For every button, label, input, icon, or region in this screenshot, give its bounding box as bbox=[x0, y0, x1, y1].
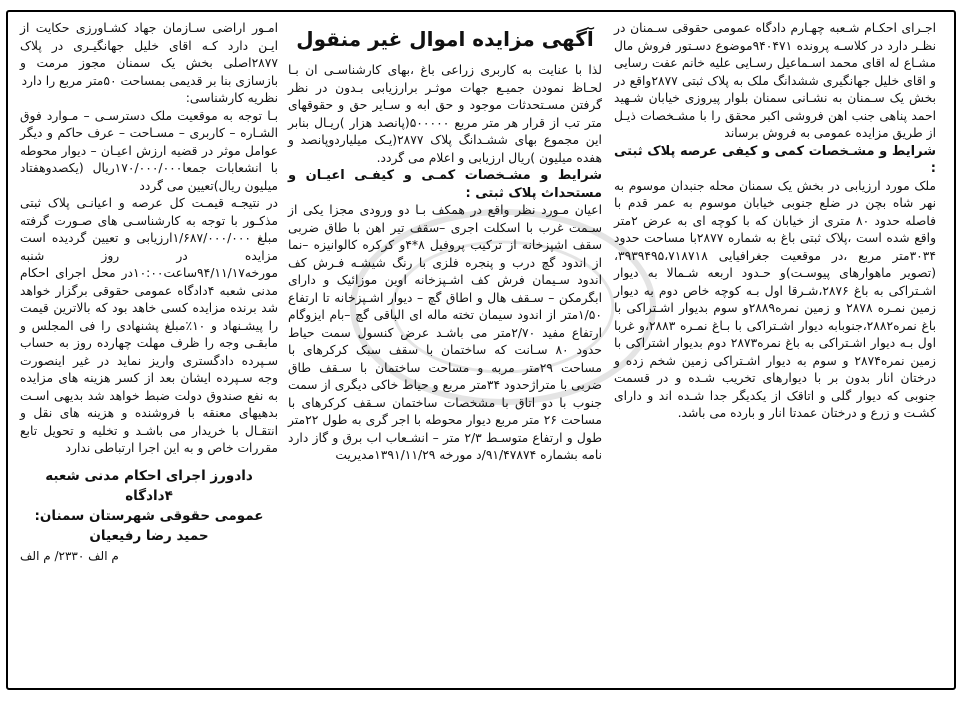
signature-title-line1: دادورز اجرای احکام مدنی شعبه ۴دادگاه bbox=[45, 467, 253, 504]
left-column bbox=[20, 20, 278, 680]
building-specs-paragraph: اعیان مـورد نظر واقع در همکف بـا دو ورودی مجزا یکی از سـمت غرب با اسکلت اجری –سقف تیر اهن با طاق ضربی سقف اشپزخانه از ترکیب پروفیل ۸*۴و کرکره کالوانیزه –نما از اندود گچ درب و پنجره فلزی با رنگ شیشـه فـرش کف اندود سـیمان فرش کف اشـپزخانه اوین موزائیک و دارای ابگرمکن – سـقف هال و اطاق گچ – دیوار اشـپزخانه تا ارتفاع ۱/۵۰متر از اندود سیمان تخته ماله ای الباقی گچ –بام ایزوگام ارتفاع مفید ۲/۷۰متر می باشـد عرض کنسول سمت حیاط حدود ۸۰ سـانت که ساختمان با سقف سبک کرکرهای با مساحت ۲۹متر مربه و مساحت ساختمان با سـقف طاق ضربی با متراژحدود ۳۴متر مربع و حیاط خاکی دیگری از سمت جنوب با دو اتاق با مشخصات ساختمان سـقف کرکرهای با مساحت ۲۶ متر مربع دیوار محوطه با اجر گری به طول ۲۲متر طول و ارتفاع متوسـط ۲/۳ متر – انشـعاب اب برق و گاز دارد نامه بشماره ۹۱/۴۷۸۷۴/د مورخه ۱۳۹۱/۱۱/۲۹مدیریت bbox=[288, 203, 603, 462]
auction-terms-paragraph: در نتیجـه قیمـت کل عرصه و اعیانـی پلاک ثبتی مذکـور با توجه به کارشناسـی های صـورت گرفته مبلغ ۱/۶۸۷/۰۰۰/۰۰۰ارزیابی و تعیین گردیده است مزایده در روز شنبه مورخه۹۴/۱۱/۱۷ساعت۱۰:۰۰در محل اجرای احکام مدنی شعبه ۴دادگاه عمومی حقوقی برگزار خواهد شد برنده مزایده کسی خاهد بود که بالاترین قیمت را پیشـنهاد و ۱۰٪مبلغ پشنهادی را فی المجلس و مابقـی وجه را ظرف مهلت چهارده روز به حساب سـپرده دادگستری واریز نماید در غیر اینصورت وجه سـپرده ایشان بعد از کسر هزینه های مزایده به نفع صندوق دولت ضبط خواهد شد بدیهی اسـت بدهیهای معنقه با فروشنده و هزینه های نقل و انتقـال با خریدار می باشـد و تخلیه و تحویل تابع مقررات خاص و به این اجرا ارتباطی ندارد bbox=[20, 196, 279, 455]
signature-name: حمید رضا رفیعیان bbox=[89, 527, 209, 544]
land-specs-paragraph: ملک مورد ارزیابی در بخش یک سمنان محله جنبدان موسوم به نهر شاه بچن در ضلع جنوبی خیابان موسوم به عمر قدم با فاصله حدود ۸۰ متری از خیابان که با کوچه ای به عرض ۲متر واقع شده است ،پلاک ثبتی باغ به شماره ۲۸۷۷با مساحت حدود ۳۰۳۴متر مربع ،در موقعیت جغرافیایی ۳۹۳۹۴۹۵،۷۱۸۷۱۸،(تصویر ماهوارهای پیوسـت)و حـدود اربعه شـمالا به دیوار اشـتراکی به باغ ۲۸۷۶،شـرقا اول بـه کوچه خاص دوم به دیوار زمین نمـره ۲۸۷۸ و زمین نمره۲۸۸۹و سوم بدیوار اشـتراکی با باغ نمره۲۸۸۲،جنوبابه دیوار اشـتراکی با بـاغ نمـره ۲۸۸۳،و غربا اول بـه دیوار اشـتراکی به باغ نمره۲۸۷۳ دوم بدیوار اشتراکی با زمین نمره۲۸۷۴ و سوم به دیوار اشـتراکی زمین شخم زده و درختان انار بدون بر با دیوارهای تخریب شـده و در قسمت جنوبی که دیوار گلی و اتاقک از یکدیگر جدا شـده اند و دارای کشـت و زرع و درختان عمدتا انار و بارده می باشد. bbox=[614, 178, 937, 420]
right-column bbox=[614, 20, 936, 680]
signature-title-line2: عمومی حقوقی شهرستان سمنان: bbox=[34, 507, 264, 524]
reference-number: م الف ۲۳۳۰/ م الف bbox=[20, 548, 119, 563]
expert-opinion-label: نظریه کارشناسی: bbox=[185, 91, 278, 105]
expert-opinion-paragraph: بـا توجه به موقعیت ملک دسترسـی – مـوارد فوق الشـاره – کاربری – مسـاحت – عرف حاکم و دیگر عوامل موثر در قضیه ارزش اعیـان – دیوار محوطه با انشعابات جمعا۱۷۰/۰۰۰/۰۰۰ریال (یکصدوهفتاد میلیون ریال)تعیین می گردد bbox=[20, 108, 278, 193]
land-affairs-paragraph: امـور اراضی سـازمان جهاد کشـاورزی حکایت از ایـن دارد کـه اقای خلیل جهانگیـری در پلاک ۲۸۷۷اصلی بخش یک سمنان مجوز مرمت و بازسازی بنا بر قدیمی بمساحت ۵۰متر مربع را دارد bbox=[20, 21, 278, 88]
right-intro-paragraph: اجـرای احکـام شـعبه چهـارم دادگاه عمومی حقوقی سـمنان در نظـر دارد در کلاسـه پرونده ۹۴۰۴۷۱موضوع دسـتور فروش مال مشـاع له اقای محمد اسـماعیل رسـایی علیه خانم عفت رسایی و اقای خلیل جهانگیری ششدانگ ملک به پلاک ثبتی ۲۸۷۷واقع در بخش یک سـمنان به نشـانی سمنان بلوار پیروزی خیابان شـهید احمد پناهی جنب اهن فروشی اکبر محقق را با مشـخصات ذیـل از طریق مزایده عمومی به فروش برساند bbox=[614, 21, 937, 140]
land-specs-heading: شرایط و مشـخصات کمی و کیفی عرصه پلاک ثبتی : bbox=[614, 143, 936, 176]
notice-title: آگهی مزایده اموال غیر منقول bbox=[296, 27, 594, 51]
signature-block bbox=[20, 466, 278, 546]
valuation-paragraph: لذا با عنایت به کاربری زراعی باغ ،بهای کارشناسـی ان بـا لحـاظ نمودن جمیـع جهات موثـر برارزیابی بـدون در نظر گرفتن مسـتحدثات موجود و حق ابه و سـایر حق و حقوقهای متر تب از قرار هر متر مربع ۵۰۰۰۰۰(پانصد هزار )ریـال بنابر این مجموع بهای ششـدانگ پلاک ۲۸۷۷(یـک میلیاردوپانصد و هفده میلیون )ریال ارزیابی و اعلام می گردد. bbox=[288, 63, 603, 165]
middle-column bbox=[288, 20, 602, 680]
notice-frame bbox=[6, 10, 956, 690]
building-specs-heading: شرایط و مشـخصات کمـی و کیفـی اعیـان و مستحداث پلاک ثبتی : bbox=[288, 168, 602, 201]
